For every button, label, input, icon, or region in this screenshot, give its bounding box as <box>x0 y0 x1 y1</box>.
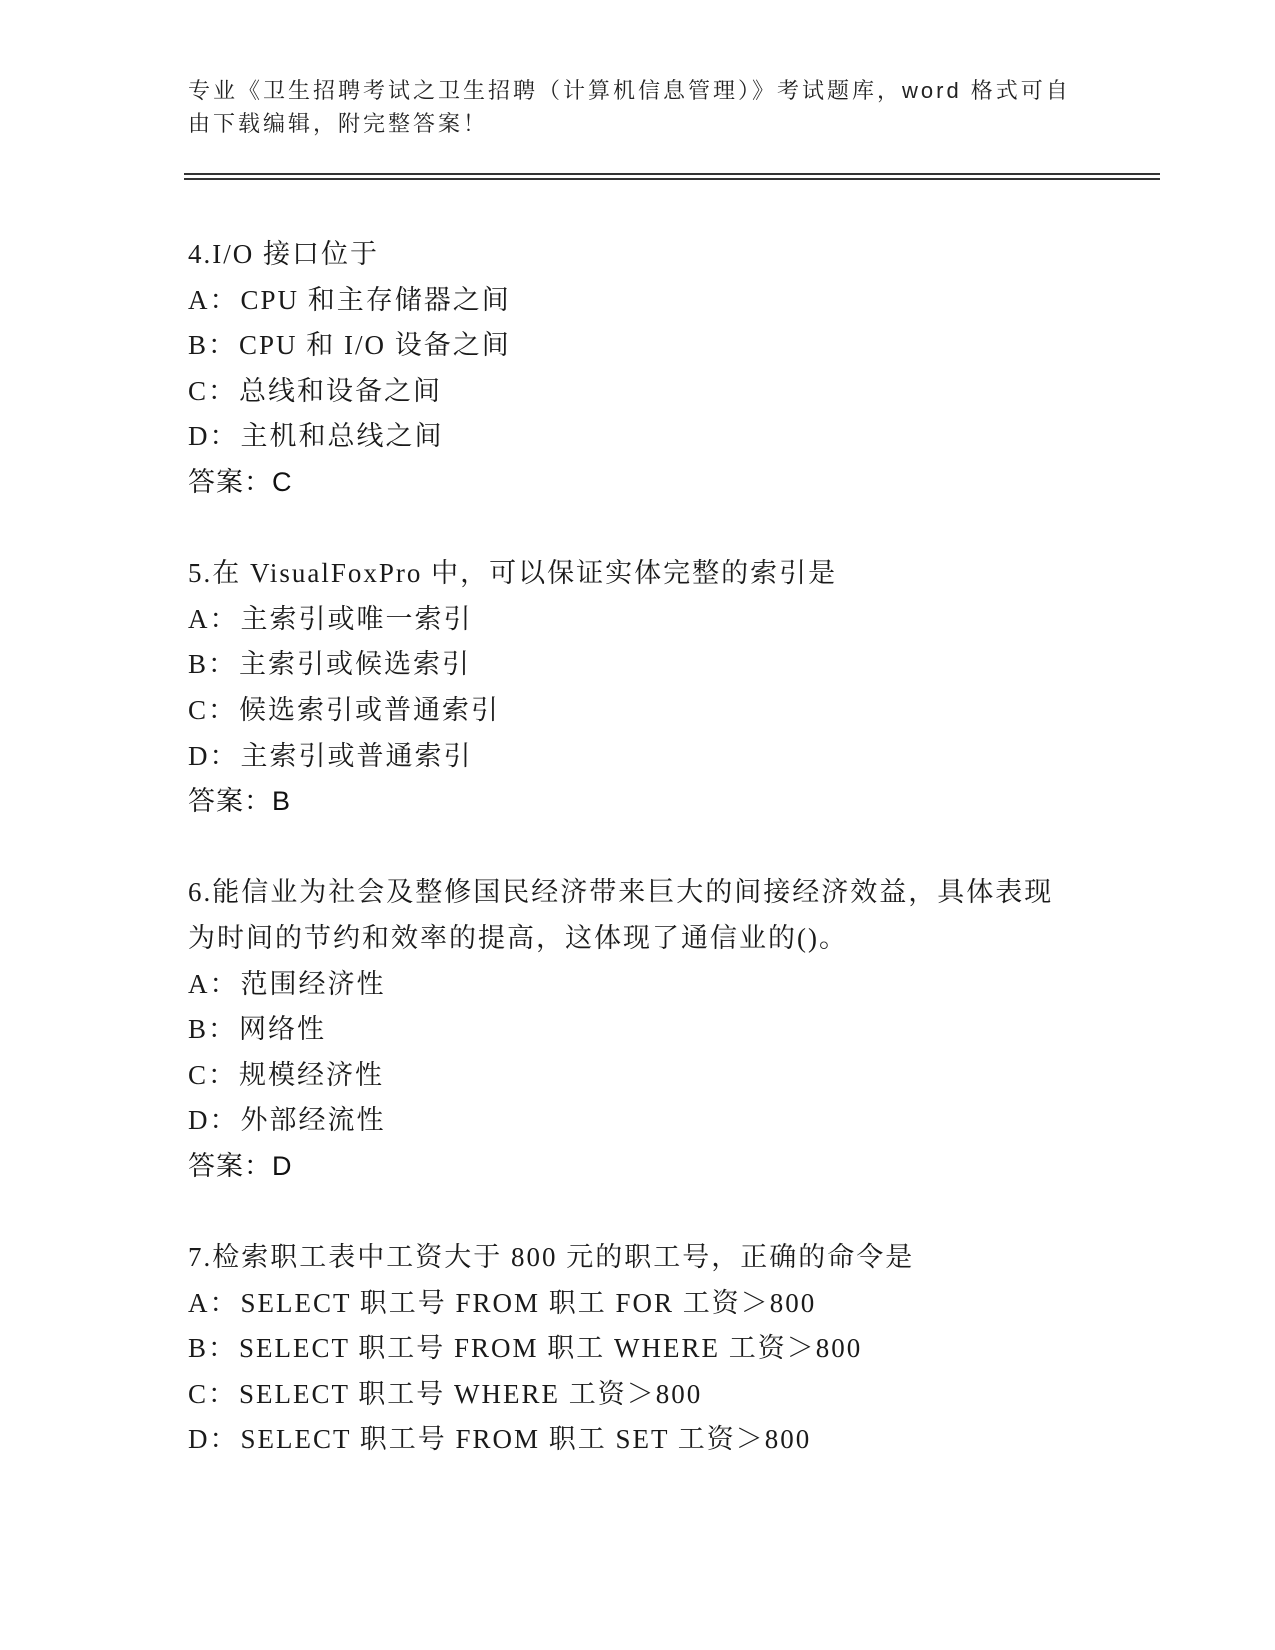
option-text: CPU 和 I/O 设备之间 <box>239 330 511 361</box>
option-text: SELECT 职工号 FROM 职工 FOR 工资＞800 <box>240 1287 817 1318</box>
question-7 <box>188 1235 1088 1463</box>
option-text: 主机和总线之间 <box>240 421 444 452</box>
option-c <box>188 369 1088 415</box>
option-label: C： <box>188 1059 238 1090</box>
option-label: A： <box>188 1287 239 1318</box>
option-text: 主索引或候选索引 <box>239 649 472 680</box>
header-text: 专业《卫生招聘考试之卫生招聘（计算机信息管理）》考试题库，word 格式可自由下载编辑，附完整答案！ <box>188 78 1071 136</box>
question-5 <box>188 551 1088 825</box>
answer-value: D <box>272 1150 293 1181</box>
question-stem: 6.能信业为社会及整修国民经济带来巨大的间接经济效益，具体表现为时间的节约和效率的提高，这体现了通信业的()。 <box>188 877 1054 953</box>
option-label: C： <box>188 375 238 406</box>
option-text: CPU 和主存储器之间 <box>240 284 511 315</box>
option-d <box>188 734 1088 780</box>
option-c <box>188 1372 1088 1418</box>
question-6 <box>188 870 1088 1189</box>
answer-line <box>188 779 1088 825</box>
answer-line <box>188 460 1088 506</box>
option-d <box>188 1098 1088 1144</box>
option-text: 外部经流性 <box>240 1105 386 1136</box>
option-a <box>188 597 1088 643</box>
option-text: 网络性 <box>239 1014 327 1045</box>
option-label: B： <box>188 330 238 361</box>
question-stem: 7.检索职工表中工资大于 800 元的职工号，正确的命令是 <box>188 1242 915 1273</box>
answer-label: 答案： <box>188 466 272 497</box>
header-double-rule <box>184 173 1160 180</box>
option-b <box>188 323 1088 369</box>
option-text: SELECT 职工号 FROM 职工 SET 工资＞800 <box>240 1424 812 1455</box>
answer-line <box>188 1144 1088 1190</box>
option-label: D： <box>188 421 239 452</box>
option-b <box>188 1326 1088 1372</box>
option-text: 主索引或普通索引 <box>240 740 473 771</box>
option-text: 候选索引或普通索引 <box>239 694 501 725</box>
option-a <box>188 1281 1088 1327</box>
option-d <box>188 414 1088 460</box>
option-label: C： <box>188 1378 238 1409</box>
option-label: A： <box>188 284 239 315</box>
option-label: A： <box>188 968 239 999</box>
option-text: 范围经济性 <box>240 968 386 999</box>
document-header <box>188 74 1093 140</box>
option-label: B： <box>188 1333 238 1364</box>
option-b <box>188 642 1088 688</box>
answer-label: 答案： <box>188 786 272 817</box>
option-label: D： <box>188 740 239 771</box>
question-stem: 5.在 VisualFoxPro 中，可以保证实体完整的索引是 <box>188 558 838 589</box>
option-label: D： <box>188 1424 239 1455</box>
question-list <box>188 232 1088 1509</box>
option-d <box>188 1417 1088 1463</box>
option-label: B： <box>188 649 238 680</box>
option-text: 规模经济性 <box>239 1059 385 1090</box>
option-c <box>188 688 1088 734</box>
option-label: B： <box>188 1014 238 1045</box>
answer-value: B <box>272 786 292 817</box>
answer-label: 答案： <box>188 1150 272 1181</box>
option-label: C： <box>188 694 238 725</box>
option-label: A： <box>188 603 239 634</box>
option-text: 主索引或唯一索引 <box>240 603 473 634</box>
option-label: D： <box>188 1105 239 1136</box>
option-text: SELECT 职工号 FROM 职工 WHERE 工资＞800 <box>239 1333 863 1364</box>
option-b <box>188 1007 1088 1053</box>
answer-value: C <box>272 466 293 497</box>
question-stem: 4.I/O 接口位于 <box>188 239 379 269</box>
question-4 <box>188 232 1088 506</box>
option-a <box>188 962 1088 1008</box>
option-a <box>188 278 1088 324</box>
option-text: SELECT 职工号 WHERE 工资＞800 <box>239 1378 703 1409</box>
option-c <box>188 1053 1088 1099</box>
option-text: 总线和设备之间 <box>239 375 443 406</box>
